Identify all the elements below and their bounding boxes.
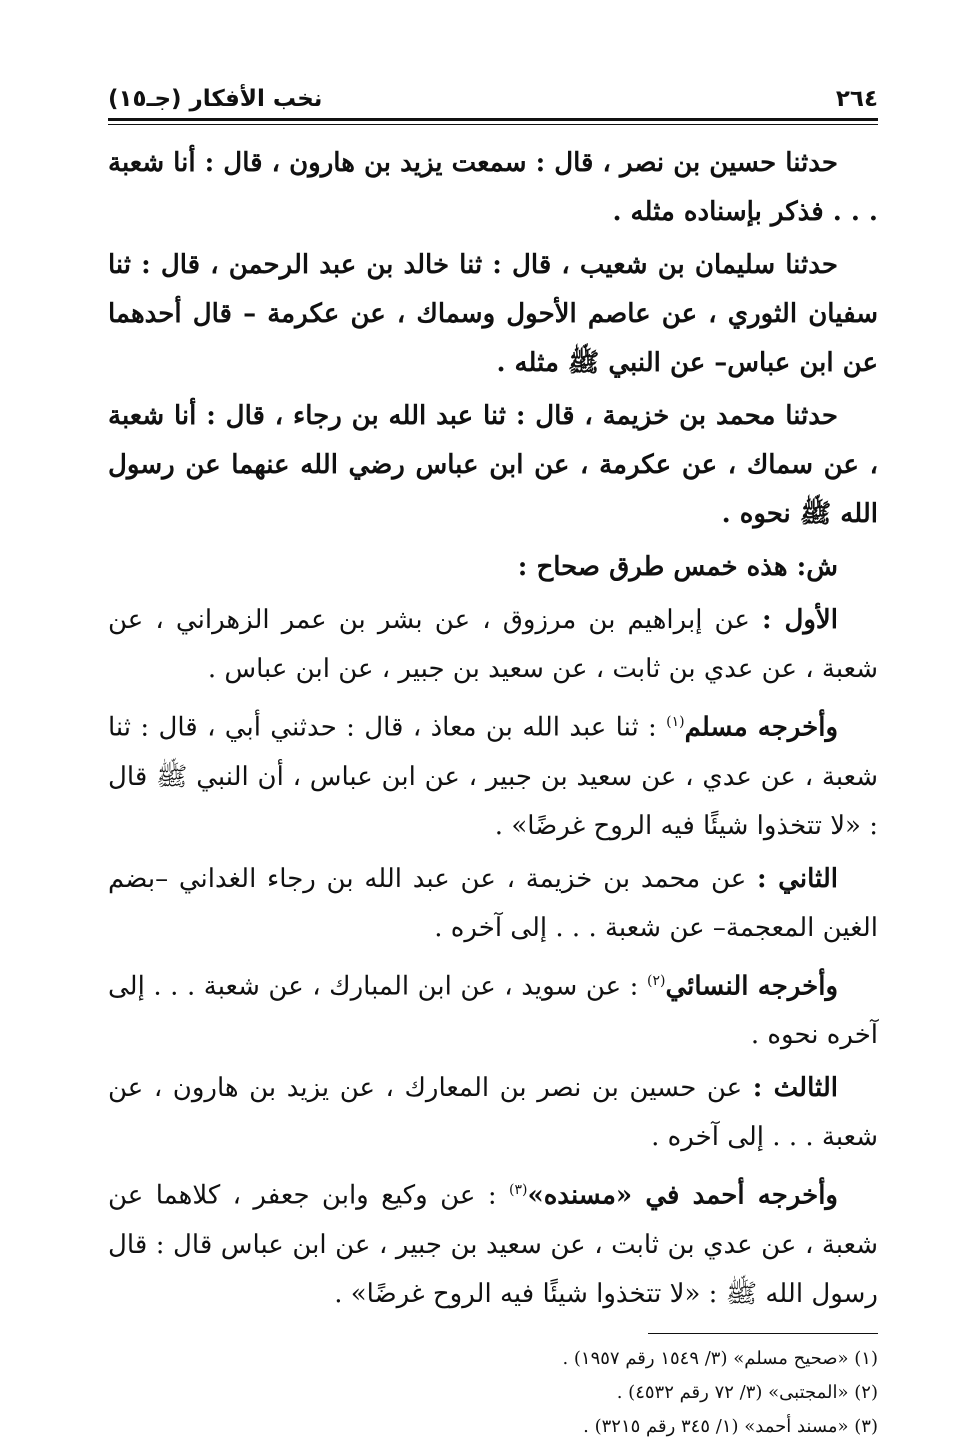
paragraph: حدثنا حسين بن نصر ، قال : سمعت يزيد بن هارون ، قال : أنا شعبة . . . فذكر بإسناده مثله . xyxy=(108,148,878,227)
footnote-ref[interactable]: (١) xyxy=(666,714,685,730)
paragraph-lead: الأول : xyxy=(761,605,838,635)
paragraph: وأخرجه مسلم$^{(١)}$ : ثنا عبد الله بن معاذ ، قال : حدثني أبي ، قال : ثنا شعبة ، عن عدي ، عن سعيد بن جبير ، عن ابن عباس ، أن النبي ﷺ قال : «لا تتخذوا شيئًا فيه الروح غرضًا» . xyxy=(108,712,878,841)
book-title: نخب الأفكار (جـ١٥) xyxy=(108,86,323,112)
footnote-ref[interactable]: (٢) xyxy=(646,972,666,989)
book-page xyxy=(108,78,878,1444)
paragraph-lead: وأخرجه النسائي xyxy=(665,971,839,1002)
paragraph: ش: هذه خمس طرق صحاح : xyxy=(517,552,838,582)
page-number: ٢٦٤ xyxy=(835,86,878,112)
paragraph: حدثنا محمد بن خزيمة ، قال : ثنا عبد الله بن رجاء ، قال : أنا شعبة ، عن سماك ، عن عكرمة ، عن ابن عباس رضي الله عنهما عن رسول الله ﷺ نحوه . xyxy=(108,401,878,529)
footnotes xyxy=(108,1342,878,1444)
footnote: (٢) «المجتبى» (٣/ ٧٢ رقم ٤٥٣٢) . xyxy=(616,1381,878,1403)
footnote: (٣) «مسند أحمد» (١/ ٣٤٥ رقم ٣٢١٥) . xyxy=(583,1415,878,1437)
footnote: (١) «صحيح مسلم» (٣/ ١٥٤٩ رقم ١٩٥٧) . xyxy=(562,1347,878,1369)
header-rule-thin xyxy=(108,124,878,125)
page-header xyxy=(108,78,878,112)
paragraph: الثاني : عن محمد بن خزيمة ، عن عبد الله بن رجاء الغداني –بضم الغين المعجمة– عن شعبة . . . إلى آخره . xyxy=(108,863,878,943)
paragraph-lead: وأخرجه مسلم xyxy=(684,712,839,743)
footnote-ref[interactable]: (٣) xyxy=(508,1182,528,1199)
paragraph-lead: وأخرجه أحمد في «مسنده» xyxy=(527,1180,838,1211)
header-rule-thick xyxy=(108,118,878,121)
paragraph: الأول : عن إبراهيم بن مرزوق ، عن بشر بن عمر الزهراني ، عن شعبة ، عن عدي بن ثابت ، عن سعيد بن جبير ، عن ابن عباس . xyxy=(108,605,878,684)
paragraph: حدثنا سليمان بن شعيب ، قال : ثنا خالد بن عبد الرحمن ، قال : ثنا سفيان الثوري ، عن عاصم الأحول وسماك ، عن عكرمة – قال أحدهما عن ابن عباس– عن النبي ﷺ مثله . xyxy=(108,250,878,378)
paragraph-lead: الثالث : xyxy=(752,1073,838,1104)
body-text xyxy=(108,139,878,1319)
paragraph: الثالث : عن حسين بن نصر بن المعارك ، عن يزيد بن هارون ، عن شعبة . . . إلى آخره . xyxy=(108,1073,878,1153)
paragraph-lead: الثاني : xyxy=(757,863,838,894)
paragraph: وأخرجه أحمد في «مسنده»$^{(٣)}$ : عن وكيع وابن جعفر ، كلاهما عن شعبة ، عن عدي بن ثابت ، عن سعيد بن جبير ، عن ابن عباس قال : قال رسول الله ﷺ : «لا تتخذوا شيئًا فيه الروح غرضًا» . xyxy=(108,1180,878,1309)
paragraph: وأخرجه النسائي$^{(٢)}$ : عن سويد ، عن ابن المبارك ، عن شعبة . . . إلى آخره نحوه . xyxy=(108,971,878,1051)
footnote-separator xyxy=(648,1333,878,1334)
